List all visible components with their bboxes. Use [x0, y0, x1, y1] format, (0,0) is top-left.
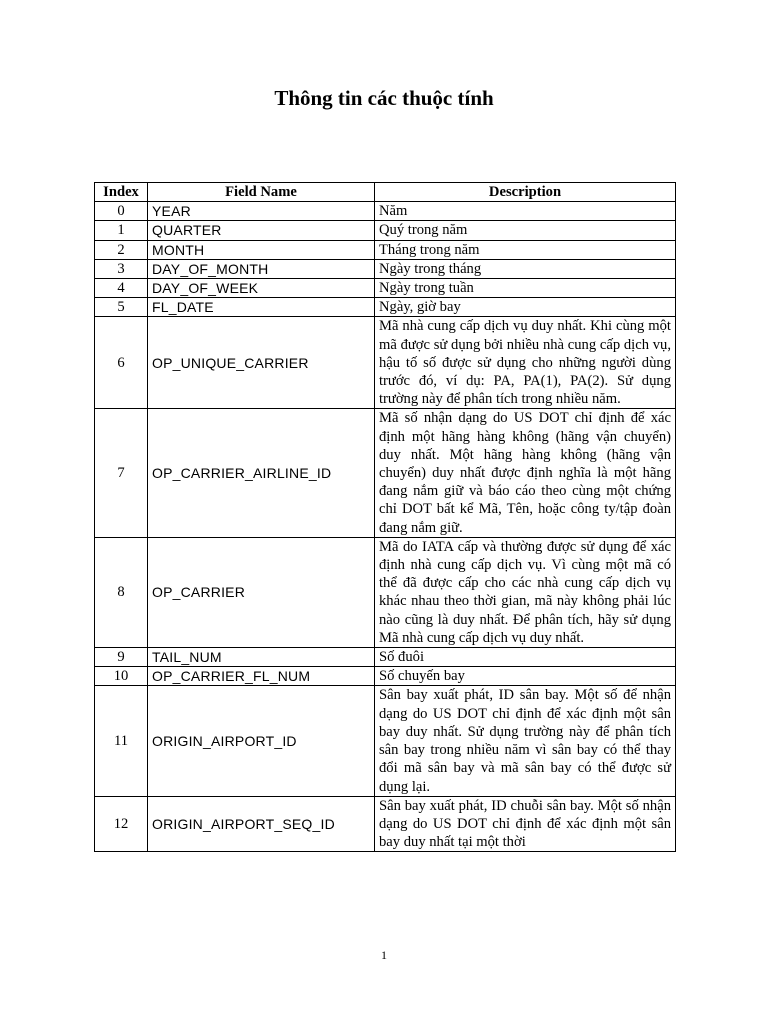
cell-index: 6 — [95, 317, 148, 409]
table-row — [95, 667, 676, 686]
cell-description: Ngày trong tuần — [375, 279, 676, 298]
cell-field-name: OP_CARRIER_AIRLINE_ID — [148, 409, 375, 537]
cell-index: 7 — [95, 409, 148, 537]
cell-field-name: TAIL_NUM — [148, 648, 375, 667]
cell-index: 4 — [95, 279, 148, 298]
cell-index: 11 — [95, 686, 148, 796]
page-number: 1 — [381, 948, 387, 962]
table-row — [95, 686, 676, 796]
table-row — [95, 796, 676, 852]
header-description: Description — [375, 183, 676, 202]
table-row — [95, 298, 676, 317]
cell-description: Mã nhà cung cấp dịch vụ duy nhất. Khi cùng một mã được sử dụng bởi nhiều nhà cung cấp dịch vụ, hậu tố số được sử dụng cho những người dùng trước đó, ví dụ: PA, PA(1), PA(2). Sử dụng trường này để phân tích trong nhiều năm. — [375, 317, 676, 409]
cell-description: Ngày trong tháng — [375, 259, 676, 278]
cell-index: 5 — [95, 298, 148, 317]
cell-field-name: FL_DATE — [148, 298, 375, 317]
cell-index: 0 — [95, 202, 148, 221]
cell-description: Sân bay xuất phát, ID chuỗi sân bay. Một số nhận dạng do US DOT chỉ định để xác định một sân bay duy nhất tại một thời — [375, 796, 676, 852]
cell-field-name: ORIGIN_AIRPORT_ID — [148, 686, 375, 796]
cell-field-name: QUARTER — [148, 221, 375, 240]
cell-index: 10 — [95, 667, 148, 686]
cell-index: 1 — [95, 221, 148, 240]
cell-field-name: DAY_OF_MONTH — [148, 259, 375, 278]
cell-description: Quý trong năm — [375, 221, 676, 240]
cell-field-name: OP_UNIQUE_CARRIER — [148, 317, 375, 409]
header-index: Index — [95, 183, 148, 202]
table-row — [95, 202, 676, 221]
cell-index: 9 — [95, 648, 148, 667]
table-row — [95, 648, 676, 667]
table-row — [95, 279, 676, 298]
table-row — [95, 240, 676, 259]
cell-description: Ngày, giờ bay — [375, 298, 676, 317]
cell-field-name: OP_CARRIER — [148, 537, 375, 647]
table-header-row — [95, 183, 676, 202]
cell-description: Mã do IATA cấp và thường được sử dụng để xác định nhà cung cấp dịch vụ. Vì cùng một mã có thể đã được cấp cho các nhà cung cấp dịch vụ khác nhau theo thời gian, mã này không phải lúc nào cũng là duy nhất. Để phân tích, hãy sử dụng Mã nhà cung cấp dịch vụ duy nhất. — [375, 537, 676, 647]
attributes-table — [94, 182, 676, 852]
cell-field-name: MONTH — [148, 240, 375, 259]
cell-index: 3 — [95, 259, 148, 278]
table-row — [95, 221, 676, 240]
cell-description: Số chuyến bay — [375, 667, 676, 686]
table-row — [95, 409, 676, 537]
cell-description: Tháng trong năm — [375, 240, 676, 259]
cell-index: 8 — [95, 537, 148, 647]
cell-field-name: OP_CARRIER_FL_NUM — [148, 667, 375, 686]
cell-description: Năm — [375, 202, 676, 221]
page-title: Thông tin các thuộc tính — [274, 86, 494, 110]
cell-description: Sân bay xuất phát, ID sân bay. Một số để nhận dạng do US DOT chỉ định để xác định một sân bay duy nhất. Sử dụng trường này để phân tích sân bay trong nhiều năm vì sân bay có thể thay đổi mã sân bay và mã sân bay có thể được sử dụng lại. — [375, 686, 676, 796]
table-row — [95, 259, 676, 278]
header-field-name: Field Name — [148, 183, 375, 202]
cell-index: 12 — [95, 796, 148, 852]
table-row — [95, 537, 676, 647]
cell-field-name: DAY_OF_WEEK — [148, 279, 375, 298]
cell-field-name: ORIGIN_AIRPORT_SEQ_ID — [148, 796, 375, 852]
cell-field-name: YEAR — [148, 202, 375, 221]
table-row — [95, 317, 676, 409]
cell-description: Số đuôi — [375, 648, 676, 667]
cell-description: Mã số nhận dạng do US DOT chỉ định để xác định một hãng hàng không (hãng vận chuyển) duy nhất. Một hãng hàng không (hãng vận chuyển) duy nhất được định nghĩa là một hãng đang nắm giữ và báo cáo theo cùng một chứng chỉ DOT bất kể Mã, Tên, hoặc công ty/tập đoàn đang nắm giữ. — [375, 409, 676, 537]
cell-index: 2 — [95, 240, 148, 259]
